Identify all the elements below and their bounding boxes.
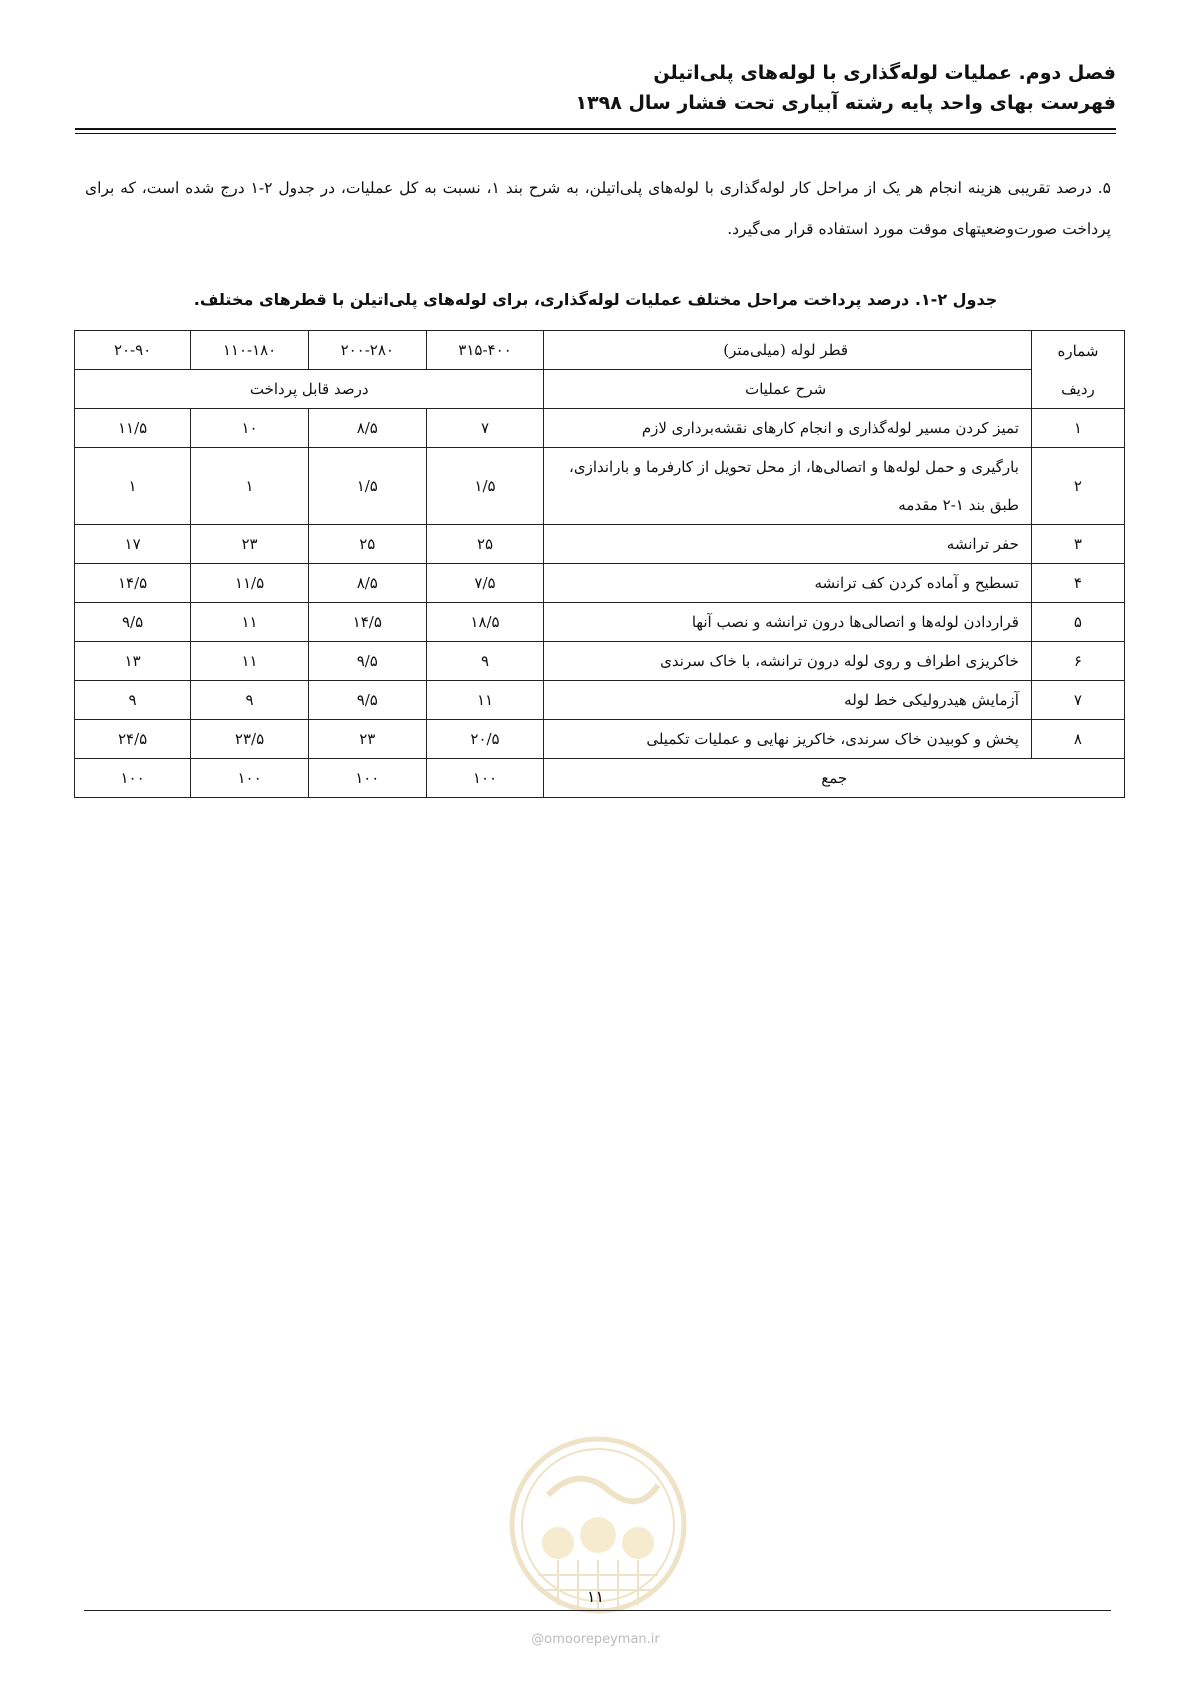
row-number: ۲ (1031, 448, 1124, 525)
total-value: ۱۰۰ (191, 759, 309, 798)
header-rule-thick (75, 128, 1116, 130)
row-value: ۲۳ (308, 720, 426, 759)
row-value: ۲۵ (426, 525, 544, 564)
diameter-header: قطر لوله (میلی‌متر) (544, 331, 1032, 370)
row-value: ۲۳/۵ (191, 720, 309, 759)
row-value: ۸/۵ (308, 409, 426, 448)
total-value: ۱۰۰ (426, 759, 544, 798)
row-description: پخش و کوبیدن خاک سرندی، خاکریز نهایی و عملیات تکمیلی (544, 720, 1032, 759)
header-rule-thin (75, 133, 1116, 134)
row-value: ۲۴/۵ (75, 720, 191, 759)
footer-rule (84, 1610, 1111, 1611)
row-value: ۱ (75, 448, 191, 525)
row-number: ۱ (1031, 409, 1124, 448)
row-value: ۲۳ (191, 525, 309, 564)
row-value: ۲۵ (308, 525, 426, 564)
row-value: ۱۱ (191, 603, 309, 642)
table-row (75, 642, 1125, 681)
payment-percent-table (74, 330, 1125, 798)
diameter-col-3: ۱۱۰-۱۸۰ (191, 331, 309, 370)
row-value: ۷/۵ (426, 564, 544, 603)
row-number: ۸ (1031, 720, 1124, 759)
table-row (75, 409, 1125, 448)
page-number: ۱۱ (586, 1587, 605, 1606)
diameter-col-4: ۲۰-۹۰ (75, 331, 191, 370)
row-description: آزمایش هیدرولیکی خط لوله (544, 681, 1032, 720)
row-description: تسطیح و آماده کردن کف ترانشه (544, 564, 1032, 603)
total-label: جمع (544, 759, 1125, 798)
row-value: ۱۰ (191, 409, 309, 448)
diameter-col-1: ۳۱۵-۴۰۰ (426, 331, 544, 370)
diameter-col-2: ۲۰۰-۲۸۰ (308, 331, 426, 370)
row-number: ۶ (1031, 642, 1124, 681)
row-description: تمیز کردن مسیر لوله‌گذاری و انجام کارهای نقشه‌برداری لازم (544, 409, 1032, 448)
total-value: ۱۰۰ (308, 759, 426, 798)
row-value: ۱۱ (191, 642, 309, 681)
row-value: ۹ (191, 681, 309, 720)
row-description: بارگیری و حمل لوله‌ها و اتصالی‌ها، از محل تحویل از کارفرما و باراندازی، طبق بند ۱-۲ مقدمه (544, 448, 1032, 525)
description-header: شرح عملیات (544, 370, 1032, 409)
row-value: ۱/۵ (308, 448, 426, 525)
row-description: خاکریزی اطراف و روی لوله درون ترانشه، با خاک سرندی (544, 642, 1032, 681)
row-value: ۱۱ (426, 681, 544, 720)
table-total-row (75, 759, 1125, 798)
row-value: ۱۳ (75, 642, 191, 681)
table-row (75, 448, 1125, 525)
row-number-header (1031, 331, 1124, 409)
table-row (75, 720, 1125, 759)
row-number-header-line1: شماره (1057, 341, 1099, 360)
row-value: ۹/۵ (308, 642, 426, 681)
row-number: ۷ (1031, 681, 1124, 720)
row-value: ۱۴/۵ (308, 603, 426, 642)
row-description: حفر ترانشه (544, 525, 1032, 564)
row-value: ۹/۵ (308, 681, 426, 720)
row-value: ۷ (426, 409, 544, 448)
table-header-row-2 (75, 370, 1125, 409)
row-number: ۴ (1031, 564, 1124, 603)
table-row (75, 564, 1125, 603)
row-number-header-line2: ردیف (1061, 379, 1095, 398)
page-header (75, 58, 1116, 118)
table-row (75, 681, 1125, 720)
document-title: فهرست بهای واحد پایه رشته آبیاری تحت فشار سال ۱۳۹۸ (575, 92, 1116, 114)
row-value: ۹ (75, 681, 191, 720)
website-watermark: @omoorepeyman.ir (531, 1632, 660, 1647)
table-header-row-1 (75, 331, 1125, 370)
row-description: قراردادن لوله‌ها و اتصالی‌ها درون ترانشه و نصب آنها (544, 603, 1032, 642)
row-number: ۵ (1031, 603, 1124, 642)
row-number: ۳ (1031, 525, 1124, 564)
row-value: ۱۴/۵ (75, 564, 191, 603)
row-value: ۸/۵ (308, 564, 426, 603)
row-value: ۹ (426, 642, 544, 681)
table-row (75, 603, 1125, 642)
row-value: ۱۷ (75, 525, 191, 564)
row-value: ۱۱/۵ (191, 564, 309, 603)
total-value: ۱۰۰ (75, 759, 191, 798)
row-value: ۱۱/۵ (75, 409, 191, 448)
row-value: ۱ (191, 448, 309, 525)
table-row (75, 525, 1125, 564)
body-paragraph: ۵. درصد تقریبی هزینه انجام هر یک از مراحل کار لوله‌گذاری با لوله‌های پلی‌اتیلن، به شرح بند ۱، نسبت به کل عملیات، در جدول ۲-۱ درج شده است، که برای پرداخت صورت‌وضعیتهای موقت مورد استفاده قرار می‌گیرد. (85, 179, 1111, 238)
table-caption: جدول ۲-۱. درصد پرداخت مراحل مختلف عملیات لوله‌گذاری، برای لوله‌های پلی‌اتیلن با قطرهای مختلف. (193, 290, 998, 309)
percent-header: درصد قابل پرداخت (75, 370, 544, 409)
chapter-title: فصل دوم. عملیات لوله‌گذاری با لوله‌های پلی‌اتیلن (653, 62, 1116, 84)
row-value: ۹/۵ (75, 603, 191, 642)
row-value: ۲۰/۵ (426, 720, 544, 759)
row-value: ۱۸/۵ (426, 603, 544, 642)
row-value: ۱/۵ (426, 448, 544, 525)
